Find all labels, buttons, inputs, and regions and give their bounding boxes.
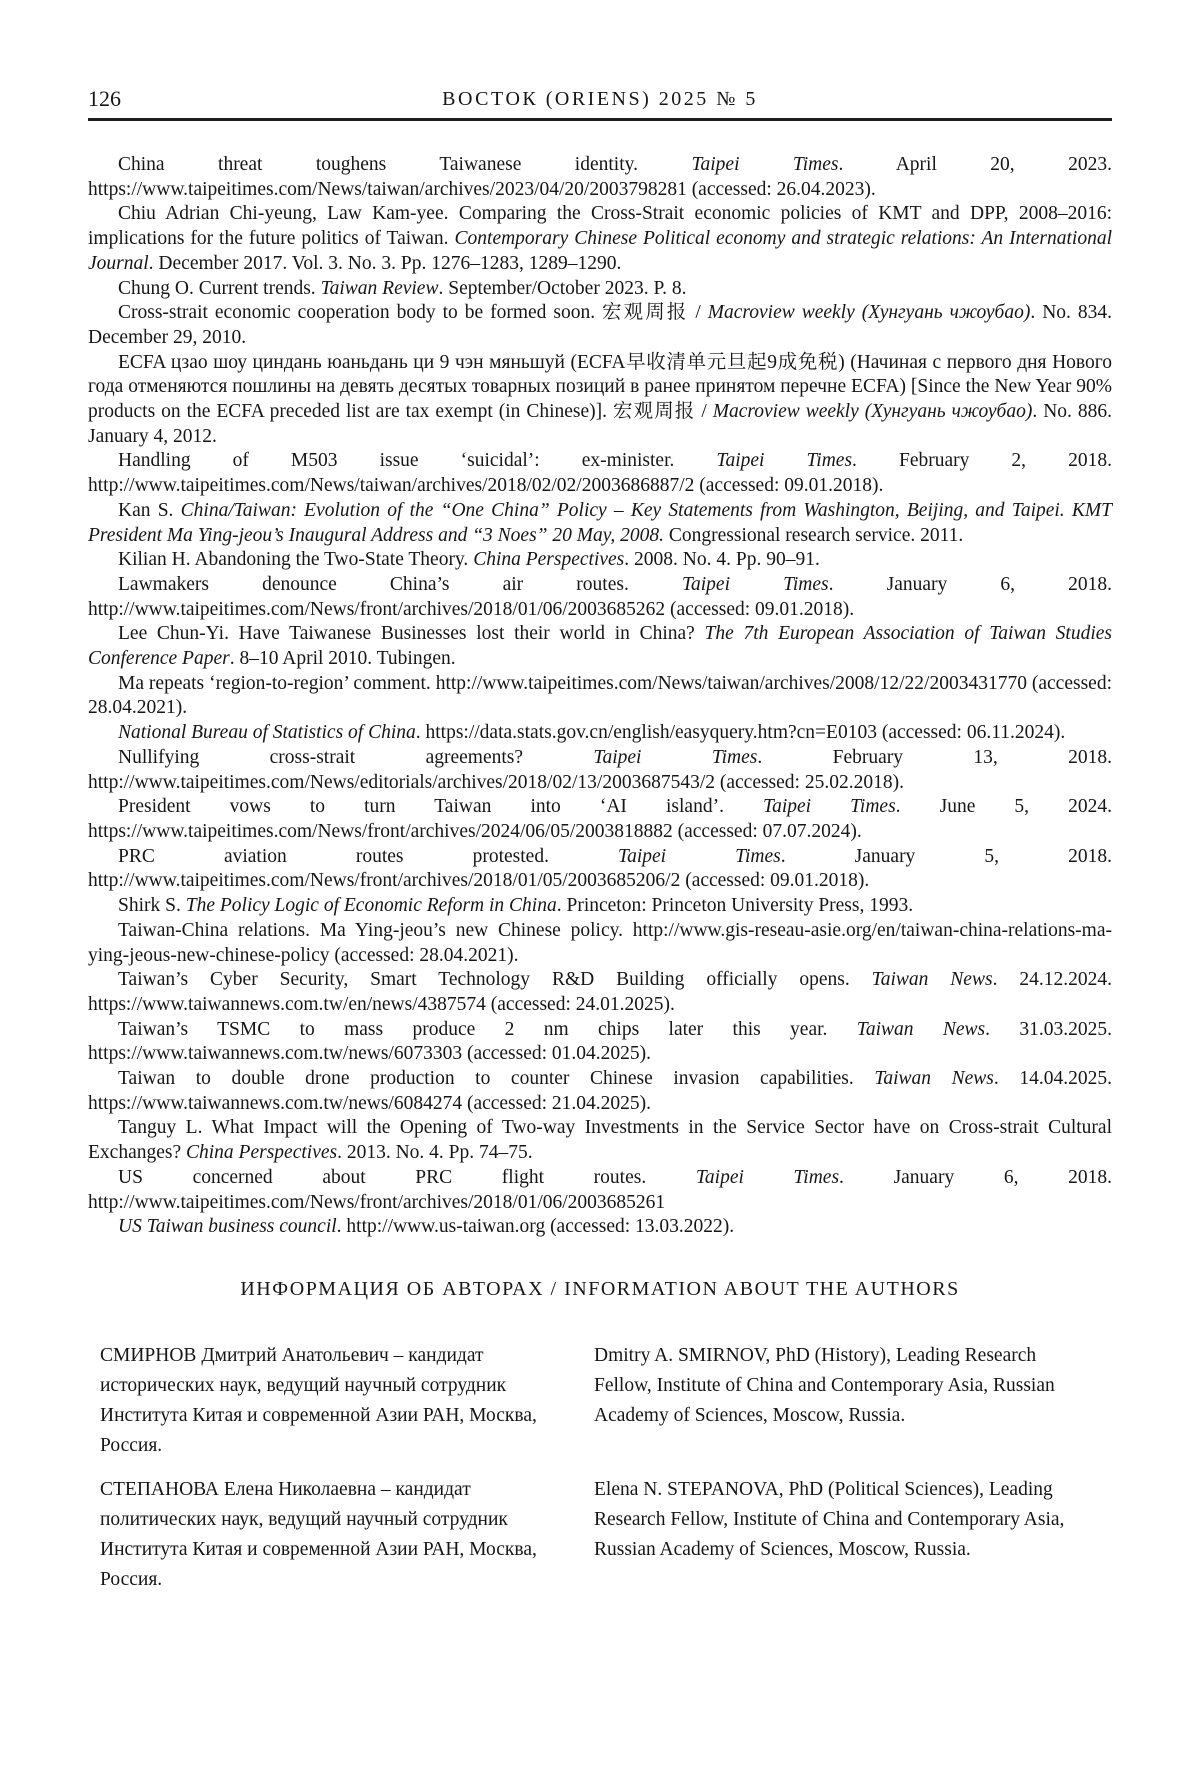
reference-text: Taiwan’s TSMC to mass produce 2 nm chips later this year. [118,1018,857,1040]
reference-text: . 2008. No. 4. Pp. 90–91. [624,549,820,571]
reference-text: . No. 886. January 4, 2012. [88,401,1112,447]
reference-item [88,301,1112,350]
reference-title-italic: National Bureau of Statistics of China [118,722,416,744]
reference-text: . 2013. No. 4. Pp. 74–75. [337,1142,533,1164]
reference-item [88,449,1112,498]
reference-title-italic: US Taiwan business council [118,1216,337,1238]
reference-title-italic: Contemporary Chinese Political economy and strategic relations: An International Journal [88,228,1112,274]
reference-text: Kilian H. Abandoning the Two-State Theory. [118,549,474,571]
reference-text: . February 2, 2018. http://www.taipeitimes.com/News/taiwan/archives/2018/02/02/2003686887/2 (accessed: 09.01.2018). [88,450,1112,497]
author-entry-en: Elena N. STEPANOVA, PhD (Political Sciences), Leading Research Fellow, Institute of China and Contemporary Asia, Russian Academy of Sciences, Moscow, Russia. [594,1478,1065,1560]
reference-text: Cross-strait economic cooperation body to be formed soon. 宏观周报 / [118,302,708,324]
reference-title-italic: The 7th European Association of Taiwan Studies Conference Paper [88,623,1112,670]
reference-item [88,1215,1112,1240]
reference-text: . January 5, 2018. http://www.taipeitimes.com/News/front/archives/2018/01/05/2003685206/2 (accessed: 09.01.2018). [88,845,1112,892]
reference-title-italic: Taiwan News [874,1068,994,1090]
reference-item [88,919,1112,968]
reference-item [88,499,1112,548]
reference-text: Lee Chun-Yi. Have Taiwanese Businesses lost their world in China? [118,623,705,645]
reference-title-italic: Macroview weekly (Хунгуань чжоубао) [707,302,1031,324]
reference-title-italic: Taipei Times [691,154,839,175]
reference-text: . 24.12.2024. https://www.taiwannews.com.tw/en/news/4387574 (accessed: 24.01.2025). [88,969,1112,1015]
reference-text: Congressional research service. 2011. [663,524,964,546]
reference-text: . June 5, 2024. https://www.taipeitimes.com/News/front/archives/2024/06/05/2003818882 (accessed: 07.07.2024). [88,796,1113,842]
reference-item [88,548,1112,573]
reference-text: Kan S. [118,499,181,521]
reference-text: . January 6, 2018. http://www.taipeitimes.com/News/front/archives/2018/01/06/2003685262 (accessed: 09.01.2018). [88,573,1112,620]
reference-title-italic: Taiwan News [856,1018,986,1040]
reference-text: . http://www.us-taiwan.org (accessed: 13.03.2022). [336,1216,735,1238]
reference-item [88,746,1112,795]
reference-item [88,1018,1112,1067]
reference-title-italic: China Perspectives [186,1142,338,1164]
reference-title-italic: Taiwan News [871,969,993,991]
reference-text: . https://data.stats.gov.cn/english/easyquery.htm?cn=E0103 (accessed: 06.11.2024). [415,722,1066,744]
reference-text: ECFA цзао шоу циндань юаньдань ци 9 чэн мяньшуй (ECFA早收清单元旦起9成免税) (Начиная с первого дня Нового года отменяются пошлины на девять десятых товарных позиций в ранее принятом перечне ECFA) [Since the New Year 90% products on the ECFA preceded list are tax exempt (in Chinese)]. 宏观周报 / [88,351,1112,423]
reference-text: Chiu Adrian Chi-yeung, Law Kam-yee. Comparing the Cross-Strait economic policies of KMT and DPP, 2008–2016: implications for the future politics of Taiwan. [88,203,1112,250]
reference-text: . September/October 2023. P. 8. [438,277,687,299]
header-rule [88,118,1112,121]
page-number: 126 [88,86,121,111]
author-entry-ru: СТЕПАНОВА Елена Николаевна – кандидат политических наук, ведущий научный сотрудник Института Китая и современной Азии РАН, Москва, Россия. [100,1478,537,1590]
reference-text: US concerned about PRC flight routes. [118,1166,696,1188]
reference-title-italic: Taipei Times [695,1166,840,1188]
reference-text: . February 13, 2018. http://www.taipeitimes.com/News/editorials/archives/2018/02/13/2003687543/2 (accessed: 25.02.2018). [88,746,1112,793]
reference-text: . Princeton: Princeton University Press, 1993. [556,895,914,917]
reference-item [88,1116,1112,1165]
reference-text: . 14.04.2025. https://www.taiwannews.com.tw/news/6084274 (accessed: 21.04.2025). [88,1068,1112,1114]
reference-title-italic: Taipei Times [763,796,896,818]
reference-title-italic: Macroview weekly (Хунгуань чжоубао) [712,401,1033,423]
reference-item [88,721,1112,746]
reference-text: . 8–10 April 2010. Tubingen. [229,648,456,670]
reference-title-italic: Taipei Times [593,746,758,768]
reference-title-italic: Taiwan Review [320,277,439,299]
reference-text: . 31.03.2025. https://www.taiwannews.com.tw/news/6073303 (accessed: 01.04.2025). [88,1018,1112,1065]
reference-title-italic: Taipei Times [681,573,829,595]
reference-text: . December 2017. Vol. 3. No. 3. Pp. 1276–1283, 1289–1290. [148,252,622,274]
reference-text: Taiwan’s Cyber Security, Smart Technology R&D Building officially opens. [118,969,872,991]
reference-title-italic: Taipei Times [618,845,781,867]
reference-title-italic: The Policy Logic of Economic Reform in China [185,895,557,917]
reference-item [88,672,1112,721]
reference-item [88,573,1112,622]
reference-text: Shirk S. [118,895,186,917]
reference-text: Chung O. Current trends. [118,277,321,299]
author-entry-en: Dmitry A. SMIRNOV, PhD (History), Leading Research Fellow, Institute of China and Contemporary Asia, Russian Academy of Sciences, Moscow, Russia. [594,1344,1055,1426]
authors-grid [100,1341,1066,1595]
reference-text: . January 6, 2018. http://www.taipeitimes.com/News/front/archives/2018/01/06/2003685261 [88,1166,1112,1213]
reference-text: PRC aviation routes protested. [118,845,619,867]
reference-item [88,153,1112,202]
reference-item [88,845,1112,894]
reference-text: Taiwan to double drone production to counter Chinese invasion capabilities. [118,1068,875,1090]
running-head [88,84,1112,114]
reference-title-italic: Taipei Times [716,450,853,472]
author-entry-ru: СМИРНОВ Дмитрий Анатольевич – кандидат исторических наук, ведущий научный сотрудник Института Китая и современной Азии РАН, Москва, Россия. [100,1344,537,1456]
reference-text: Nullifying cross-strait agreements? [118,746,594,768]
reference-item [88,277,1112,302]
reference-text: Lawmakers denounce China’s air routes. [118,573,682,595]
reference-item [88,968,1112,1017]
reference-text: President vows to turn Taiwan into ‘AI island’. [118,796,764,818]
authors-section-heading: ИНФОРМАЦИЯ ОБ АВТОРАХ / INFORMATION ABOUT THE AUTHORS [240,1277,960,1300]
reference-item [88,795,1112,844]
reference-text: China threat toughens Taiwanese identity. [118,154,692,175]
reference-text: . No. 834. December 29, 2010. [88,302,1112,348]
reference-text: Taiwan-China relations. Ma Ying-jeou’s new Chinese policy. http://www.gis-reseau-asie.org/en/taiwan-china-relations-ma-ying-jeous-new-chinese-policy (accessed: 28.04.2021). [88,919,1112,966]
reference-item [88,202,1112,276]
reference-text: Ma repeats ‘region-to-region’ comment. http://www.taipeitimes.com/News/taiwan/archives/2008/12/22/2003431770 (accessed: 28.04.2021). [88,672,1112,719]
reference-item [88,894,1112,919]
reference-text: Handling of M503 issue ‘suicidal’: ex-minister. [118,450,717,472]
journal-header-title: ВОСТОК (ORIENS) 2025 № 5 [442,88,758,110]
reference-item [88,1166,1112,1215]
reference-item [88,351,1112,450]
reference-title-italic: China/Taiwan: Evolution of the “One China” Policy – Key Statements from Washington, Beijing, and Taipei. KMT President Ma Ying-jeou’s Inaugural Address and “3 Noes” 20 May, 2008. [88,499,1112,546]
reference-item [88,1067,1112,1116]
reference-text: Tanguy L. What Impact will the Opening of Two-way Investments in the Service Sector have on Cross-strait Cultural Exchanges? [88,1117,1112,1164]
reference-item [88,622,1112,671]
reference-title-italic: China Perspectives [473,549,625,571]
references-list [88,153,1112,1240]
reference-text: . April 20, 2023. https://www.taipeitimes.com/News/taiwan/archives/2023/04/20/2003798281 (accessed: 26.04.2023). [88,154,1112,200]
